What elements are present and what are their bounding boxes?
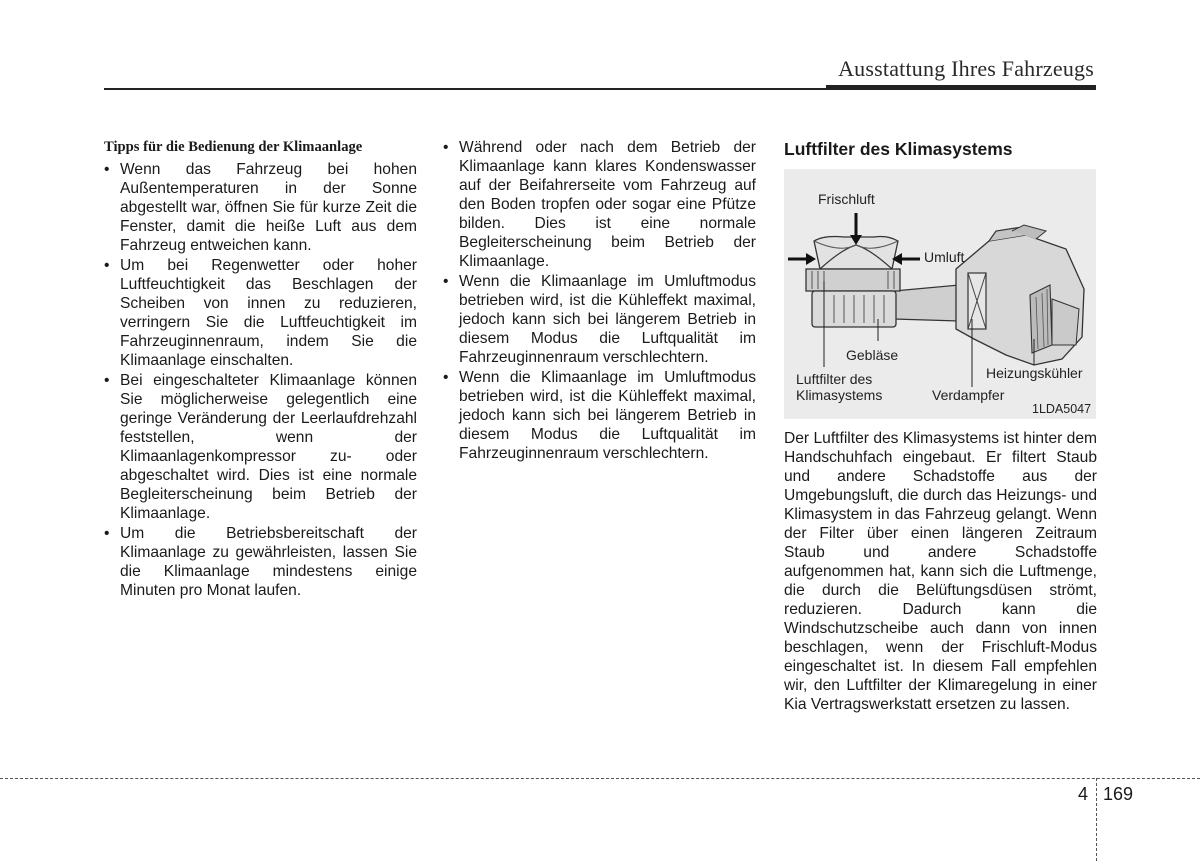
list-item: • Bei eingeschalteter Klimaanlage können Sie möglicherweise gelegentlich eine geringe Veränderung der Leerlaufdrehzahl feststellen, wenn der Klimaanlagenkompressor zu- oder abgeschaltet wird. Dies ist eine normale Begleiterscheinung beim Betrieb der Klimaanlage. xyxy=(104,371,417,523)
label-luftfilter xyxy=(796,371,882,403)
page-header-title: Ausstattung Ihres Fahrzeugs xyxy=(838,56,1094,81)
section-title: Luftfilter des Klimasystems xyxy=(784,139,1013,159)
tips-list xyxy=(104,160,417,600)
column-1 xyxy=(104,138,417,601)
list-item: • Um die Betriebsbereitschaft der Klimaanlage zu gewährleisten, lassen Sie die Klimaanlage mindestens einige Minuten pro Monat laufen. xyxy=(104,524,417,600)
page-number: 169 xyxy=(1103,784,1134,804)
list-item: • Um bei Regenwetter oder hoher Luftfeuchtigkeit das Beschlagen der Scheiben von innen zu reduzieren, verringern Sie die Luftfeuchtigkeit im Fahrzeuginnenraum, indem Sie die Klimaanlage einschalten. xyxy=(104,256,417,370)
label-umluft: Umluft xyxy=(924,249,965,265)
label-luftfilter-line2: Klimasystems xyxy=(796,387,883,403)
tips-list-continued xyxy=(443,138,756,463)
footer-vertical-divider xyxy=(1096,778,1097,861)
list-item: • Wenn das Fahrzeug bei hohen Außentemperaturen in der Sonne abgestellt war, öffnen Sie für kurze Zeit die Fenster, damit die heiße Luft aus dem Fahrzeug entweichen kann. xyxy=(104,160,417,255)
column-3 xyxy=(784,138,1097,714)
label-heizungskuehler: Heizungskühler xyxy=(986,365,1083,381)
list-item: • Wenn die Klimaanlage im Umluftmodus betrieben wird, ist die Kühleffekt maximal, jedoch kann sich bei längerem Betrieb in diesem Modus die Luftqualität im Fahrzeuginnenraum verschlechtern. xyxy=(443,368,756,463)
column-2 xyxy=(443,138,756,464)
label-luftfilter-line1: Luftfilter des xyxy=(796,371,873,387)
list-item: • Während oder nach dem Betrieb der Klimaanlage kann klares Kondenswasser auf der Beifahrerseite vom Fahrzeug auf den Boden tropfen oder sogar eine Pfütze bilden. Dies ist eine normale Begleiterscheinung beim Betrieb der Klimaanlage. xyxy=(443,138,756,271)
section-subhead: Tipps für die Bedienung der Klimaanlage xyxy=(104,139,363,155)
label-verdampfer: Verdampfer xyxy=(932,387,1005,403)
label-frischluft: Frischluft xyxy=(818,191,875,207)
header-rule xyxy=(104,88,1096,90)
label-geblaese: Gebläse xyxy=(846,347,899,363)
body-paragraph: Der Luftfilter des Klimasystems ist hinter dem Handschuhfach eingebaut. Er filtert Staub und andere Schadstoffe aus der Umgebungsluft, die durch das Heizungs- und Klimasystem in das Fahrzeug gelangt. Wenn der Filter über einen längeren Zeitraum Staub und andere Schadstoffe aufgenommen hat, kann sich die Luftmenge, die durch die Belüftungsdüsen strömt, reduzieren. Dadurch kann die Windschutzscheibe auch dann von innen beschlagen, wenn der Frischluft-Modus eingeschaltet ist. In diesem Fall empfehlen wir, den Luftfilter der Klimaregelung in einer Kia Vertragswerkstatt ersetzen zu lassen. xyxy=(784,430,1097,713)
list-item: • Wenn die Klimaanlage im Umluftmodus betrieben wird, ist die Kühleffekt maximal, jedoch kann sich bei längerem Betrieb in diesem Modus die Luftqualität im Fahrzeuginnenraum verschlechtern. xyxy=(443,272,756,367)
air-filter-diagram xyxy=(784,169,1096,419)
footer-divider xyxy=(0,778,1200,779)
chapter-number: 4 xyxy=(1078,784,1089,804)
figure-code: 1LDA5047 xyxy=(1032,402,1092,416)
